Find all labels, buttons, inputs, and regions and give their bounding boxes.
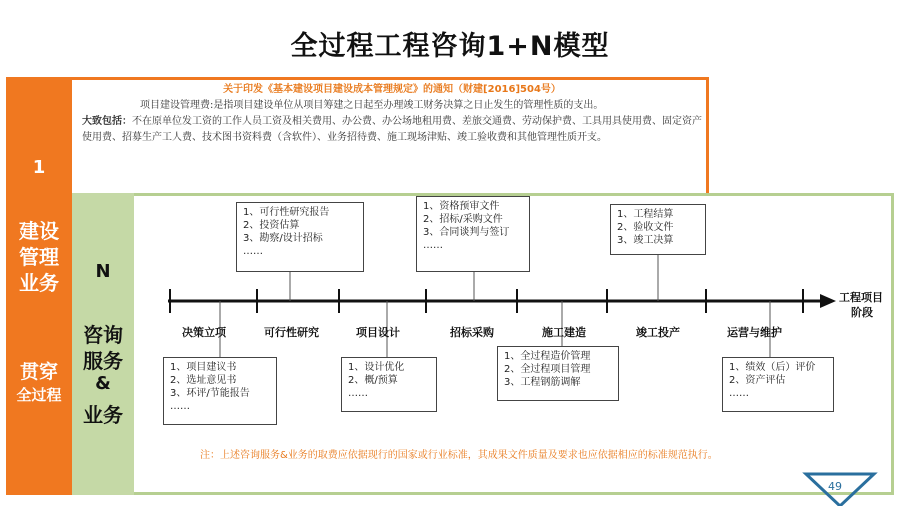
list-item: 2、概/预算 [348, 375, 398, 386]
stage-label: 决策立项 [182, 326, 226, 339]
decision-deliverables-box [163, 357, 277, 425]
stage-label: 竣工投产 [636, 326, 680, 339]
list-item: …… [729, 388, 749, 399]
list-item: 2、资产评估 [729, 375, 786, 386]
panel-number: 1 [32, 157, 46, 178]
stage-label: 运营与维护 [727, 326, 782, 339]
list-item: 2、选址意见书 [170, 375, 237, 386]
list-item: 1、资格预审文件 [423, 201, 500, 212]
timeline-arrowhead [820, 294, 836, 308]
list-item: 3、勘察/设计招标 [243, 233, 323, 244]
list-item: 2、验收文件 [617, 222, 674, 233]
notice-scope-text: 不在原单位发工资的工作人员工资及相关费用、办公费、办公场地租用费、差旅交通费、劳动保护费、工具用具使用费、固定资产使用费、招募生产工人费、技术图书资料费（含软件）、业务招待费、施工现场津贴、竣工验收费和其他管理性质开支。 [82, 116, 702, 143]
list-item: …… [243, 246, 263, 257]
list-item: …… [348, 388, 368, 399]
list-item: 1、项目建议书 [170, 362, 237, 373]
page-number: 49 [828, 480, 842, 493]
list-item: 2、投资估算 [243, 220, 300, 231]
stage-label: 招标采购 [450, 326, 494, 339]
n-text-4: 业务 [83, 403, 123, 427]
bidding-deliverables-box [416, 196, 530, 272]
list-item: 1、工程结算 [617, 209, 674, 220]
panel-text-1: 建设 [19, 219, 59, 243]
n-text-1: 咨询 [83, 323, 123, 347]
n-label: N [95, 261, 111, 282]
list-item: 1、设计优化 [348, 362, 405, 373]
list-item: 1、可行性研究报告 [243, 207, 330, 218]
list-item: 3、竣工决算 [617, 235, 674, 246]
list-item: …… [170, 401, 190, 412]
notice-scope-label: 大致包括： [82, 116, 132, 127]
footnote: 注：上述咨询服务&业务的取费应依据现行的国家或行业标准，其成果文件质量及要求也应依据相应的标准规范执行。 [200, 450, 718, 461]
list-item: 3、工程钢筋调解 [504, 377, 581, 388]
n-text-2: 服务 [83, 349, 123, 373]
feasibility-deliverables-box [236, 202, 364, 272]
panel-text-2: 管理 [19, 245, 59, 269]
list-item: …… [423, 240, 443, 251]
design-deliverables-box [341, 357, 437, 412]
completion-deliverables-box [610, 204, 706, 255]
list-item: 2、招标/采购文件 [423, 214, 503, 225]
notice-heading: 关于印发《基本建设项目建设成本管理规定》的通知（财建[2016]504号） [223, 84, 561, 95]
notice-body: 项目建设管理费:是指项目建设单位从项目筹建之日起至办理竣工财务决算之日止发生的管理性质的支出。 [140, 100, 604, 111]
construction-deliverables-box [497, 346, 619, 401]
n-text-3: & [95, 373, 111, 394]
axis-end-label-1: 工程项目 [839, 291, 883, 304]
panel-text-3: 业务 [19, 271, 59, 295]
list-item: 3、合同谈判与签订 [423, 227, 510, 238]
page-title: 全过程工程咨询1+N模型 [290, 31, 610, 62]
list-item: 3、环评/节能报告 [170, 388, 250, 399]
stage-label: 可行性研究 [264, 326, 319, 339]
list-item: 1、全过程造价管理 [504, 351, 591, 362]
list-item: 2、全过程项目管理 [504, 364, 591, 375]
stage-label: 项目设计 [356, 326, 400, 339]
axis-end-label-2: 阶段 [851, 306, 873, 319]
operation-deliverables-box [722, 357, 834, 412]
panel-text-5: 全过程 [16, 386, 62, 404]
list-item: 1、绩效（后）评价 [729, 362, 816, 373]
panel-text-4: 贯穿 [19, 361, 58, 383]
stage-label: 施工建造 [542, 326, 586, 339]
